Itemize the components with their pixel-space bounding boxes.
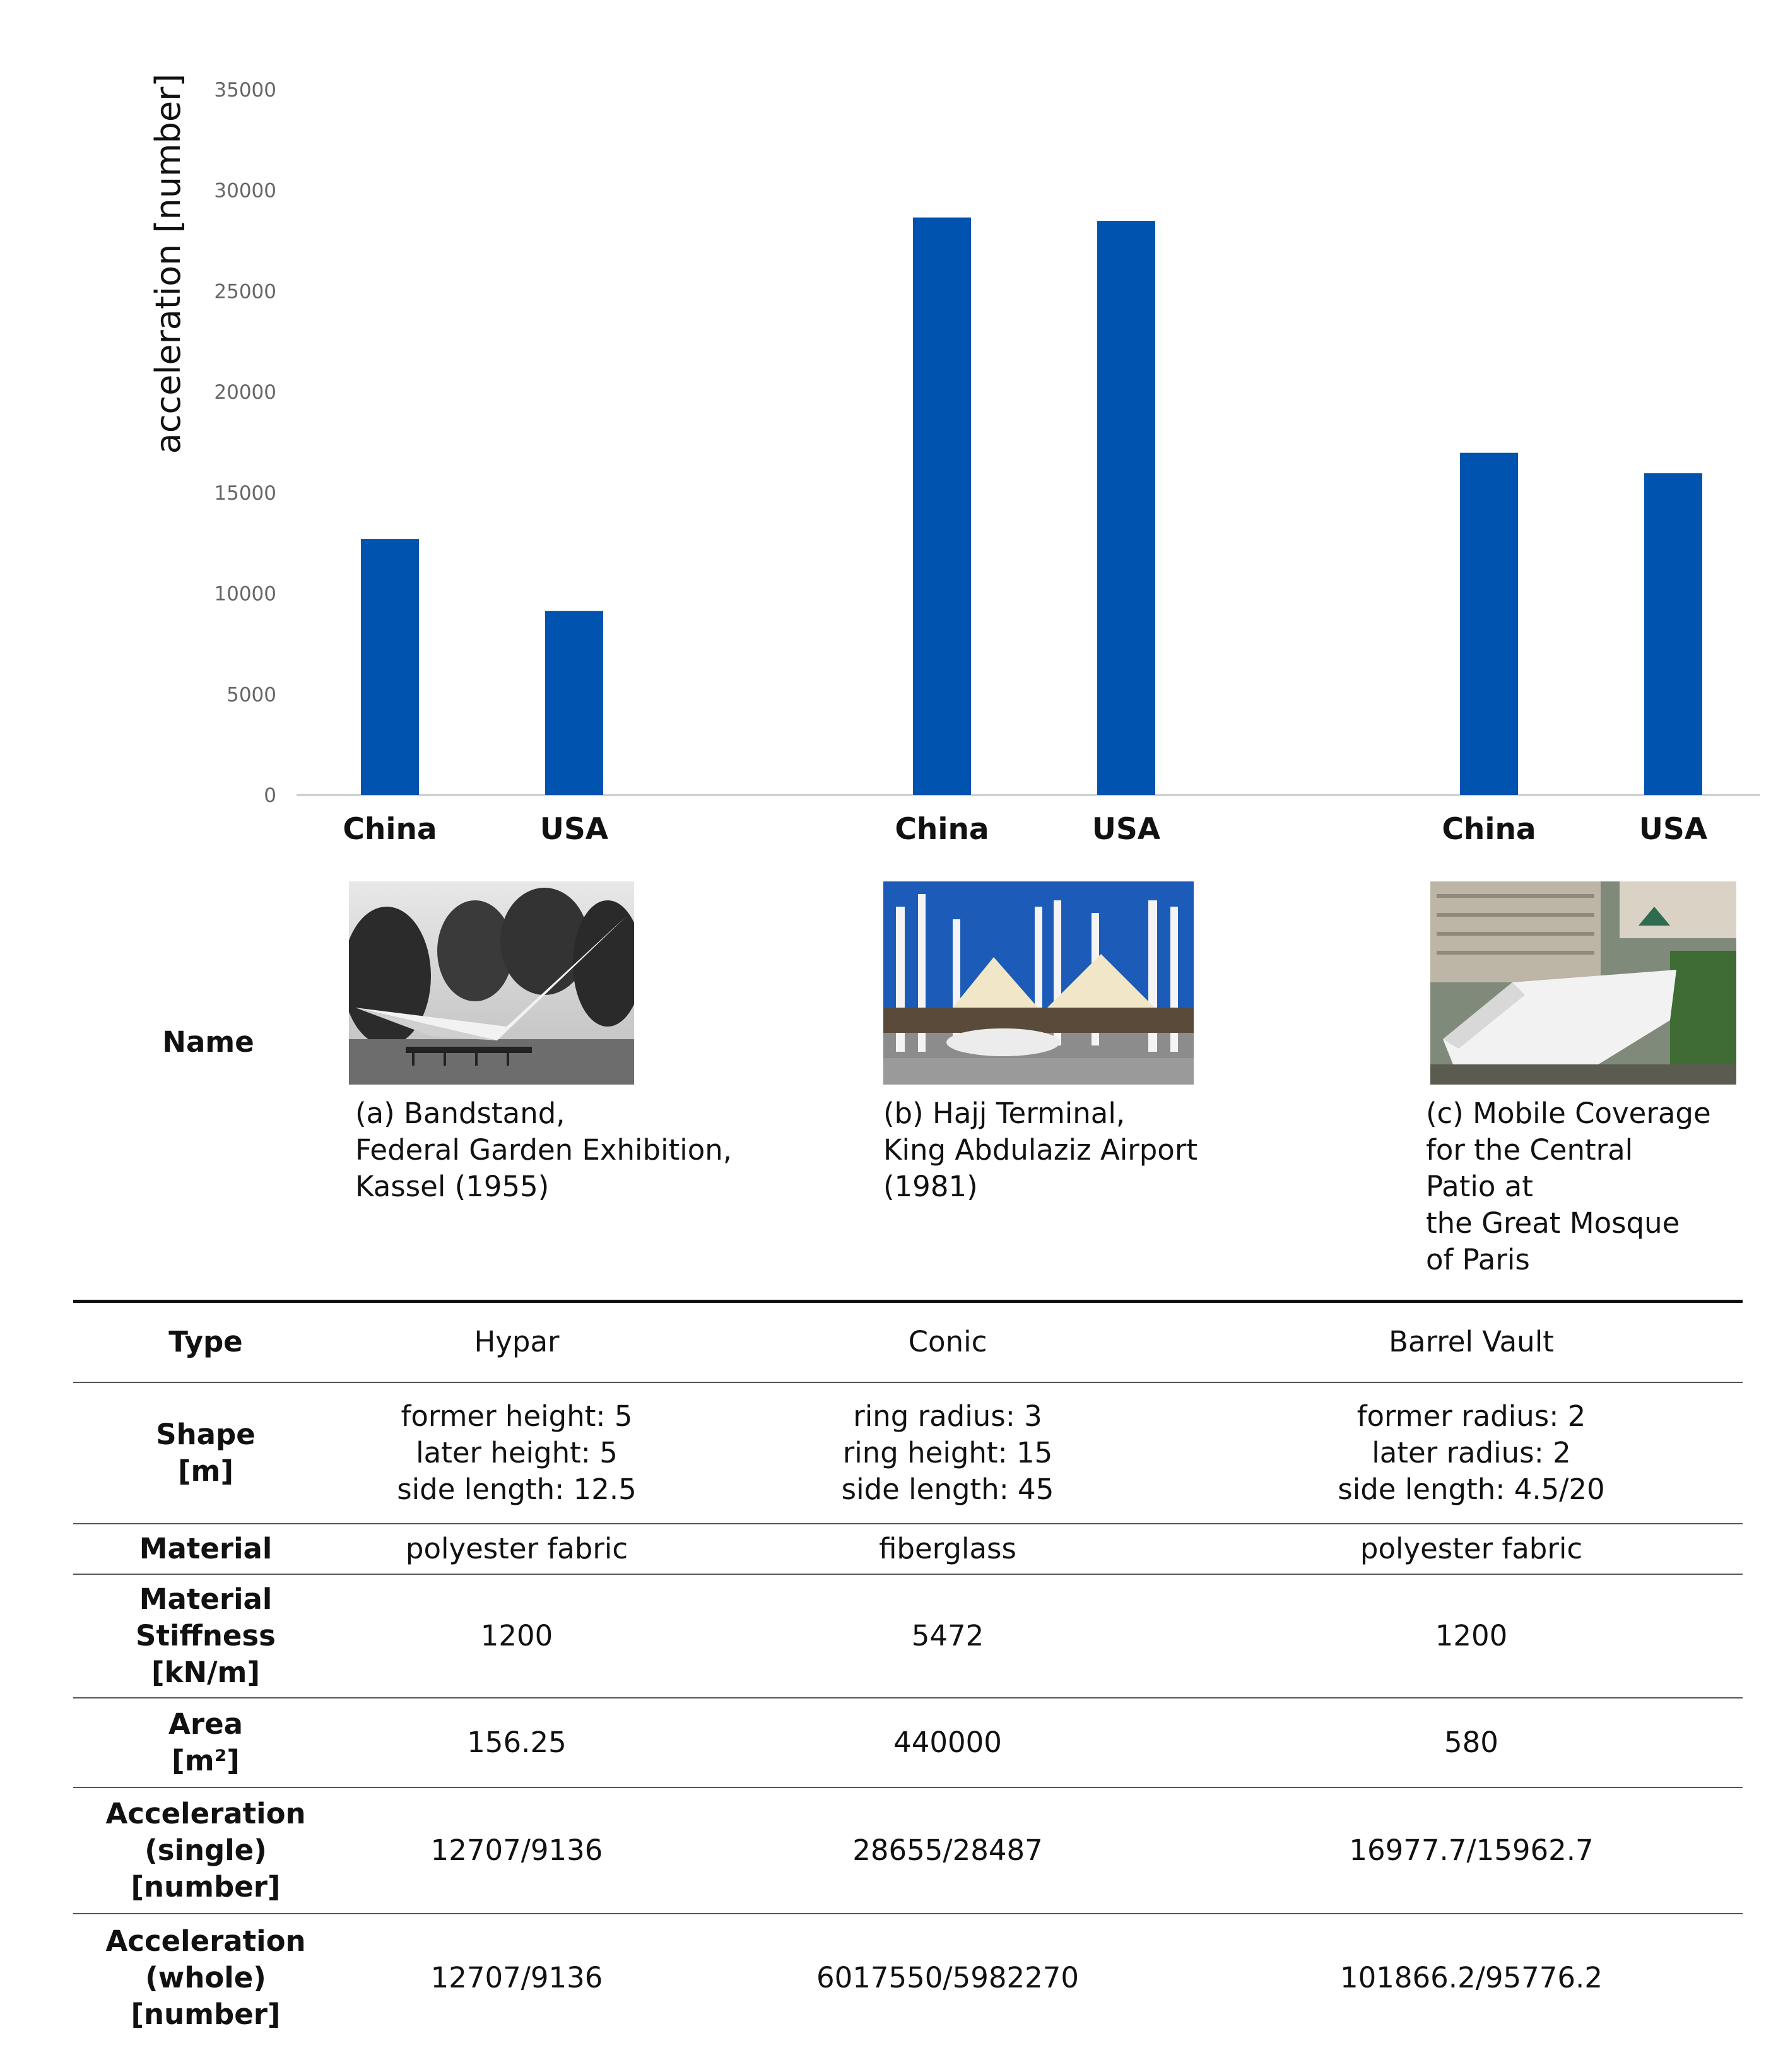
table-cell: 16977.7/15962.7 — [1200, 1787, 1743, 1914]
table-cell: 101866.2/95776.2 — [1340, 1961, 1603, 1994]
row-header: Type — [73, 1302, 338, 1382]
row-header: Acceleration (whole) [number] — [105, 1924, 306, 2031]
table-cell: 6017550/5982270 — [816, 1961, 1079, 1994]
table-row — [73, 1914, 1743, 2042]
x-category-label: China — [895, 812, 989, 847]
x-category-label: USA — [539, 812, 609, 847]
table-cell: polyester fabric — [1200, 1524, 1743, 1574]
bar-usa-group-3 — [1644, 473, 1702, 795]
y-tick-label: 30000 — [214, 179, 276, 203]
table-cell: 580 — [1200, 1698, 1743, 1787]
y-tick-label: 0 — [264, 784, 276, 807]
y-tick-label: 10000 — [214, 582, 276, 606]
caption-great-mosque: (c) Mobile Coverage for the Central Patio at the Great Mosque of Paris — [1426, 1097, 1711, 1276]
row-header: Acceleration (single) [number] — [73, 1787, 338, 1914]
table-cell: fiberglass — [695, 1524, 1200, 1574]
table-cell: 1200 — [1200, 1574, 1743, 1698]
row-header: Material Stiffness [kN/m] — [73, 1574, 338, 1698]
acceleration-bar-chart — [0, 0, 1783, 871]
bandstand-photo — [349, 881, 634, 1085]
row-header: Material — [73, 1524, 338, 1574]
bar-china-group-1 — [361, 539, 419, 795]
x-category-label: USA — [1639, 812, 1708, 847]
table-cell: ring radius: 3 ring height: 15 side length: 45 — [695, 1382, 1200, 1524]
y-tick-label: 35000 — [214, 79, 276, 102]
great-mosque-photo — [1430, 881, 1736, 1085]
table-cell: 156.25 — [338, 1698, 695, 1787]
x-category-label: China — [343, 812, 437, 847]
table-row — [73, 1787, 1743, 1914]
bar-china-group-3 — [1460, 453, 1518, 795]
bar-usa-group-2 — [1097, 221, 1155, 795]
table-cell: former height: 5 later height: 5 side length: 12.5 — [338, 1382, 695, 1524]
table-row — [73, 1574, 1743, 1698]
table-cell: polyester fabric — [338, 1524, 695, 1574]
hajj-terminal-photo — [883, 881, 1194, 1085]
row-header: Area [m²] — [73, 1698, 338, 1787]
x-category-label: China — [1442, 812, 1536, 847]
table-cell: Barrel Vault — [1200, 1302, 1743, 1382]
table-cell: former radius: 2 later radius: 2 side length: 4.5/20 — [1200, 1382, 1743, 1524]
table-row — [73, 1524, 1743, 1574]
table-row — [73, 1698, 1743, 1787]
table-row — [73, 1302, 1743, 1382]
x-category-label: USA — [1092, 812, 1161, 847]
structure-spec-table — [73, 1300, 1743, 2042]
table-cell: 28655/28487 — [695, 1787, 1200, 1914]
table-cell: 440000 — [695, 1698, 1200, 1787]
table-cell: Hypar — [338, 1302, 695, 1382]
y-tick-label: 15000 — [214, 481, 276, 505]
table-cell: 5472 — [695, 1574, 1200, 1698]
table-row — [73, 1382, 1743, 1524]
y-axis-label: acceleration [number] — [148, 73, 188, 454]
caption-hajj-terminal: (b) Hajj Terminal, King Abdulaziz Airport (1981) — [883, 1097, 1197, 1203]
bar-usa-group-1 — [545, 611, 603, 795]
bar-china-group-2 — [913, 218, 971, 795]
table-cell: 12707/9136 — [338, 1787, 695, 1914]
name-row-label: Name — [162, 1025, 254, 1059]
row-header: Shape [m] — [73, 1382, 338, 1524]
y-tick-label: 25000 — [214, 280, 276, 303]
y-tick-label: 5000 — [227, 683, 276, 707]
caption-bandstand: (a) Bandstand, Federal Garden Exhibition, Kassel (1955) — [355, 1097, 733, 1203]
table-cell: 12707/9136 — [430, 1961, 603, 1994]
table-cell: Conic — [695, 1302, 1200, 1382]
y-tick-label: 20000 — [214, 381, 276, 404]
table-cell: 1200 — [338, 1574, 695, 1698]
